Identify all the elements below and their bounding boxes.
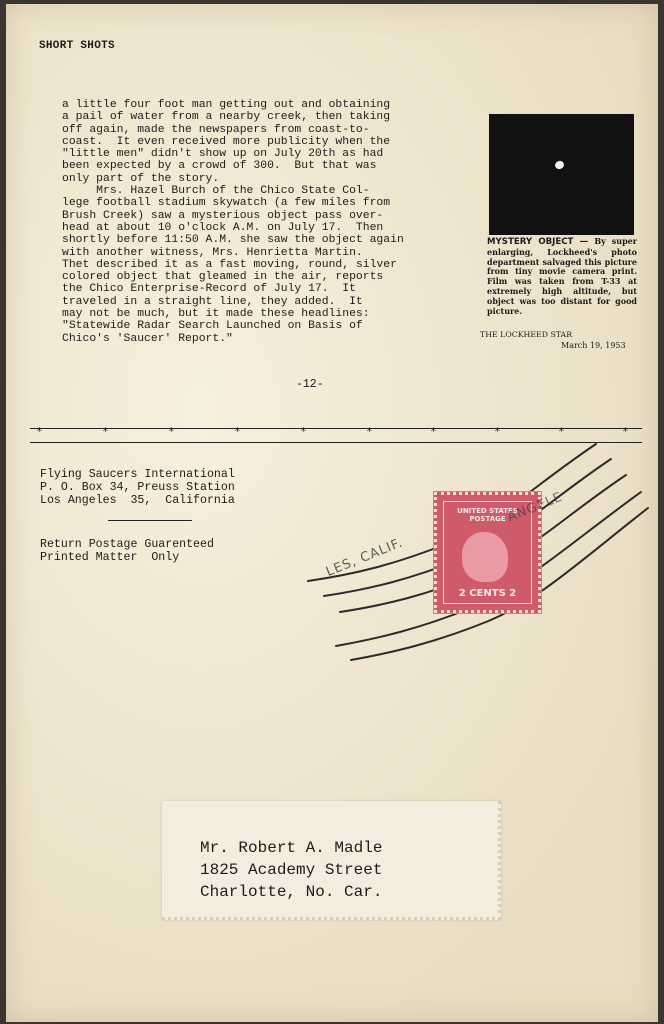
body-line: "Statewide Radar Search Launched on Basis of	[62, 320, 363, 333]
stamp-country-text: UNITED STATES POSTAGE	[457, 507, 518, 523]
divider-star: *	[234, 425, 241, 438]
body-line: coast. It even received more publicity when the	[62, 135, 391, 148]
postage-note	[40, 538, 214, 564]
body-line: Thet described it as a fast moving, round, silver	[62, 258, 397, 271]
postage-note-line: Printed Matter Only	[40, 551, 180, 564]
recipient-line: Mr. Robert A. Madle	[200, 839, 383, 857]
divider-star: *	[558, 425, 565, 438]
caption-source: THE LOCKHEED STAR	[480, 330, 573, 339]
body-line: off again, made the newspapers from coast-to-	[62, 123, 370, 136]
document-page	[6, 4, 658, 1022]
return-address-line: P. O. Box 34, Preuss Station	[40, 481, 235, 494]
postmark-text: ANGELE	[505, 489, 566, 526]
mailing-label	[162, 801, 501, 920]
body-line: Mrs. Hazel Burch of the Chico State Col-	[62, 185, 370, 198]
return-address-line: Flying Saucers International	[40, 468, 235, 481]
section-header: SHORT SHOTS	[39, 40, 115, 52]
divider-star: *	[622, 425, 629, 438]
caption-date: March 19, 1953	[561, 341, 626, 350]
body-line: traveled in a straight line, they added. It	[62, 295, 363, 308]
divider-star: *	[36, 425, 43, 438]
address-underline	[108, 520, 192, 521]
divider-rule-bottom	[30, 442, 642, 443]
body-line: only part of the story.	[62, 172, 220, 185]
article-body	[62, 99, 474, 345]
object-dot	[554, 160, 565, 171]
divider-star: *	[366, 425, 373, 438]
caption-text: By super enlarging, Lockheed's photo department salvaged this picture from tiny movie camera print. Film was taken from T-33 at extremely high altitude, but object was too distant for good picture.	[487, 236, 637, 316]
divider-star: *	[430, 425, 437, 438]
body-line: head at about 10 o'clock A.M. on July 17. Then	[62, 221, 384, 234]
divider-star: *	[300, 425, 307, 438]
body-line: Chico's 'Saucer' Report."	[62, 332, 233, 345]
return-address	[40, 468, 235, 507]
portrait-icon	[462, 532, 508, 582]
body-line: a pail of water from a nearby creek, then taking	[62, 111, 391, 124]
divider-star: *	[102, 425, 109, 438]
mystery-object-photo	[489, 114, 634, 235]
body-line: shortly before 11:50 A.M. she saw the object again	[62, 234, 404, 247]
recipient-line: Charlotte, No. Car.	[200, 883, 383, 901]
divider-star: *	[494, 425, 501, 438]
caption-headline: MYSTERY OBJECT —	[487, 237, 589, 247]
body-line: may not be much, but it made these headlines:	[62, 308, 370, 321]
star-divider	[30, 425, 642, 439]
return-address-line: Los Angeles 35, California	[40, 494, 235, 507]
body-line: the Chico Enterprise-Record of July 17. It	[62, 283, 356, 296]
postmark-text: LES, CALIF.	[324, 535, 406, 580]
recipient-line: 1825 Academy Street	[200, 861, 383, 879]
body-line: been expected by a crowd of 300. But that was	[62, 160, 377, 173]
body-line: lege football stadium skywatch (a few miles from	[62, 197, 391, 210]
stamp-value-text: 2 CENTS 2	[458, 588, 517, 599]
body-line: colored object that gleamed in the air, reports	[62, 271, 384, 284]
body-line: a little four foot man getting out and obtaining	[62, 99, 391, 111]
page-number: -12-	[296, 378, 324, 391]
photo-caption	[487, 237, 637, 316]
divider-star: *	[168, 425, 175, 438]
recipient-address	[200, 837, 382, 903]
postage-note-line: Return Postage Guarenteed	[40, 538, 214, 551]
body-line: with another witness, Mrs. Henrietta Martin.	[62, 246, 363, 259]
body-line: "little men" didn't show up on July 20th as had	[62, 148, 384, 161]
body-line: Brush Creek) saw a mysterious object pass over-	[62, 209, 384, 222]
